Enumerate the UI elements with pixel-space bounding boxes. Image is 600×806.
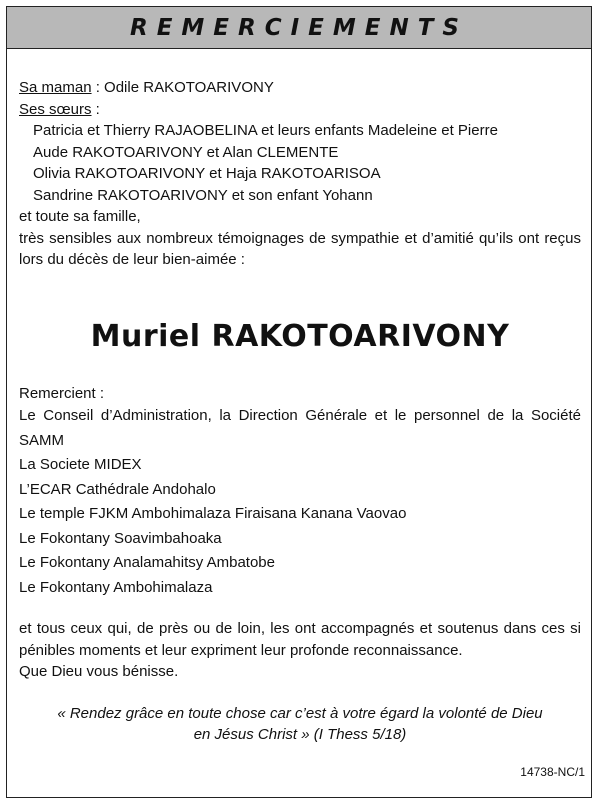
sister-entry: Aude RAKOTOARIVONY et Alan CLEMENTE xyxy=(33,143,339,161)
quote-line-2: en Jésus Christ » (I Thess 5/18) xyxy=(193,726,407,743)
organization-entry: L’ECAR Cathédrale Andohalo xyxy=(19,480,216,498)
organization-entry: Le Fokontany Ambohimalaza xyxy=(19,578,213,596)
reference-code: 14738-NC/1 xyxy=(520,765,585,779)
thanks-intro: Remercient : xyxy=(19,384,105,402)
notice-frame xyxy=(6,6,592,798)
blessing-text: Que Dieu vous bénisse. xyxy=(19,663,179,680)
organization-entry: Le temple FJKM Ambohimalaza Firaisana Kanana Vaovao xyxy=(19,505,407,522)
notice-header xyxy=(7,7,591,49)
sisters-label: Ses sœurs xyxy=(19,100,92,118)
bible-quote xyxy=(19,703,581,746)
sympathy-text: très sensibles aux nombreux témoignages de sympathie et d’amitié qu’ils ont reçus lors du décès de leur bien-aimée : xyxy=(19,229,581,268)
sisters-line xyxy=(19,99,581,121)
sisters-suffix: : xyxy=(91,100,100,118)
family-line: et toute sa famille, xyxy=(19,208,141,225)
mother-label: Sa maman xyxy=(19,79,92,96)
organization-entry: La Societe MIDEX xyxy=(19,456,142,473)
organization-entry: Le Fokontany Analamahitsy Ambatobe xyxy=(19,554,275,571)
quote-line-1: « Rendez grâce en toute chose car c’est à votre égard la volonté de Dieu xyxy=(57,704,543,722)
deceased-name: Muriel RAKOTOARIVONY xyxy=(90,318,510,354)
sister-entry: Olivia RAKOTOARIVONY et Haja RAKOTOARISOA xyxy=(33,165,381,182)
notice-body xyxy=(19,77,581,746)
notice-title: REMERCIEMENTS xyxy=(130,14,468,41)
organization-entry: Le Conseil d’Administration, la Direction Générale et le personnel de la Société SAMM xyxy=(19,407,581,449)
mother-line xyxy=(19,77,581,99)
sister-entry: Sandrine RAKOTOARIVONY et son enfant Yohann xyxy=(33,186,373,204)
organization-entry: Le Fokontany Soavimbahoaka xyxy=(19,529,222,547)
sister-entry: Patricia et Thierry RAJAOBELINA et leurs enfants Madeleine et Pierre xyxy=(33,122,498,139)
closing-text: et tous ceux qui, de près ou de loin, les ont accompagnés et soutenus dans ces si pénibles moments et leur expriment leur profonde reconnaissance. xyxy=(19,620,581,659)
mother-value: : Odile RAKOTOARIVONY xyxy=(91,79,274,96)
